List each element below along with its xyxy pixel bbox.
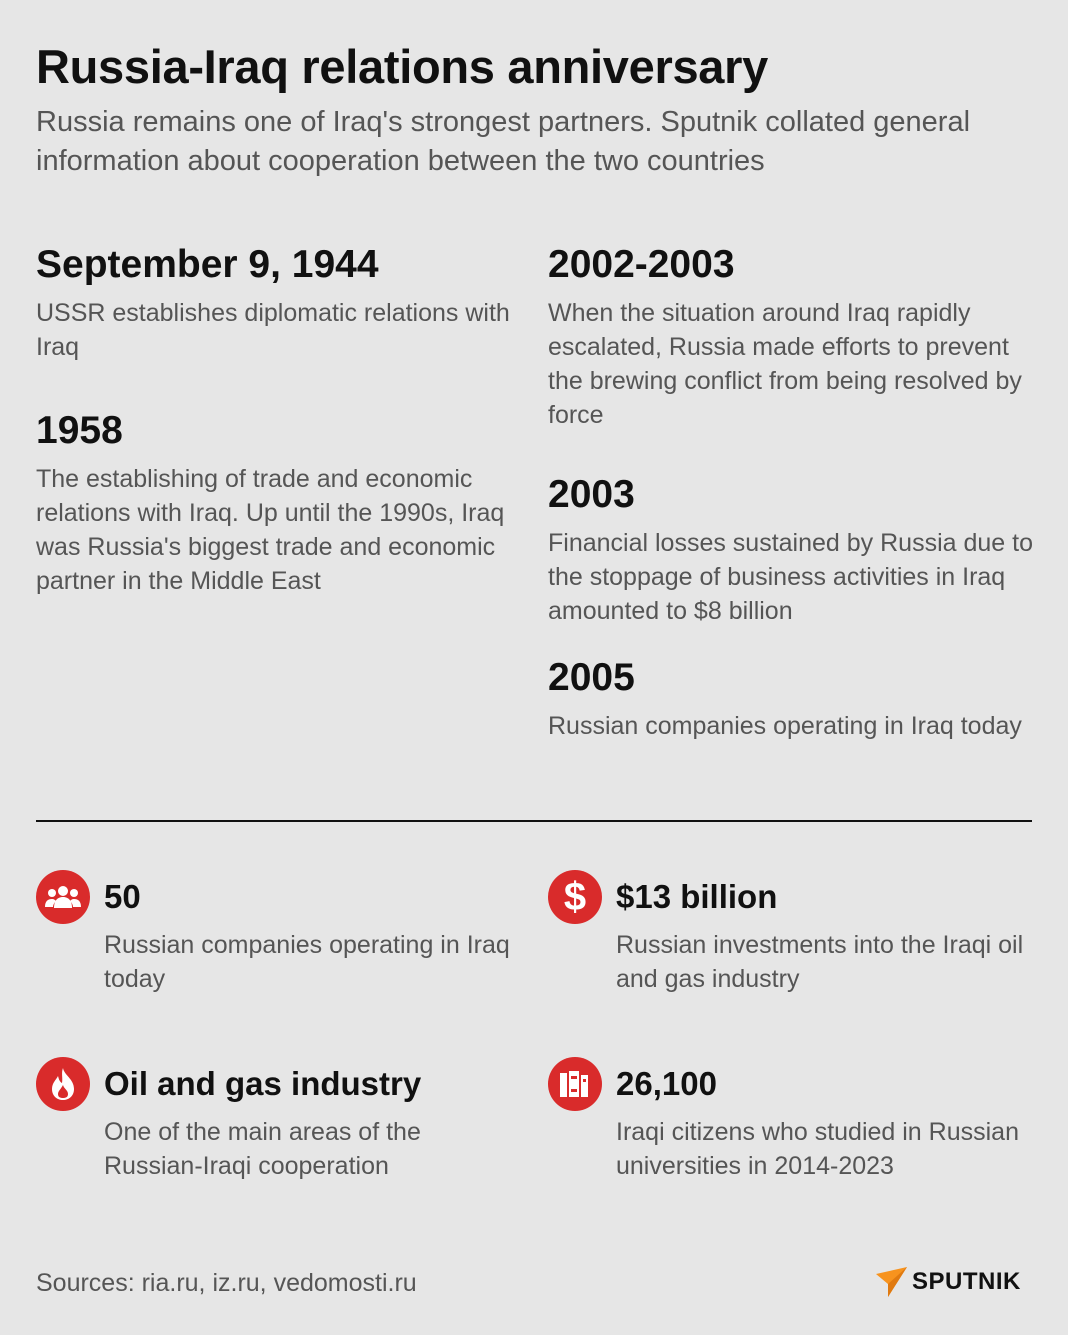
timeline-date: September 9, 1944: [36, 243, 379, 286]
timeline-item: [548, 472, 1038, 628]
timeline-date: 2003: [548, 473, 635, 516]
timeline-item: [548, 655, 1038, 743]
people-icon: [36, 870, 90, 924]
timeline-date: 2002-2003: [548, 243, 735, 286]
dollar-icon: $: [548, 870, 602, 924]
sputnik-logo: [874, 1264, 1021, 1300]
section-divider: [36, 820, 1032, 822]
timeline-item: [548, 242, 1038, 432]
sputnik-logo-icon: [874, 1266, 908, 1298]
timeline-text: When the situation around Iraq rapidly escalated, Russia made efforts to prevent the brewing conflict from being resolved by force: [548, 299, 1022, 429]
stat-text: Russian companies operating in Iraq today: [104, 931, 510, 993]
sources-text: Sources: ria.ru, iz.ru, vedomosti.ru: [36, 1269, 417, 1297]
stat-text: Iraqi citizens who studied in Russian universities in 2014-2023: [616, 1118, 1019, 1180]
stat-text: Russian investments into the Iraqi oil and gas industry: [616, 931, 1024, 993]
flame-icon: [36, 1057, 90, 1111]
books-icon: [548, 1057, 602, 1111]
timeline-text: The establishing of trade and economic relations with Iraq. Up until the 1990s, Iraq was Russia's biggest trade and economic partner in the Middle East: [36, 465, 505, 595]
stat-value: 26,100: [616, 1065, 717, 1102]
logo-text: SPUTNIK: [912, 1268, 1021, 1295]
timeline-item: [36, 408, 516, 598]
timeline-text: Financial losses sustained by Russia due to the stoppage of business activities in Iraq amounted to $8 billion: [548, 529, 1033, 625]
timeline-text: Russian companies operating in Iraq today: [548, 712, 1022, 740]
page-title: Russia-Iraq relations anniversary: [36, 40, 768, 93]
page-subtitle: Russia remains one of Iraq's strongest partners. Sputnik collated general information about cooperation between the two countries: [36, 106, 971, 177]
timeline-date: 1958: [36, 409, 123, 452]
stat-value: $13 billion: [616, 878, 778, 915]
stat-text: One of the main areas of the Russian-Iraqi cooperation: [104, 1118, 421, 1180]
stat-value: Oil and gas industry: [104, 1065, 422, 1102]
timeline-text: USSR establishes diplomatic relations with Iraq: [36, 299, 510, 361]
timeline-item: [36, 242, 516, 364]
stat-value: 50: [104, 878, 141, 915]
timeline-date: 2005: [548, 656, 635, 699]
